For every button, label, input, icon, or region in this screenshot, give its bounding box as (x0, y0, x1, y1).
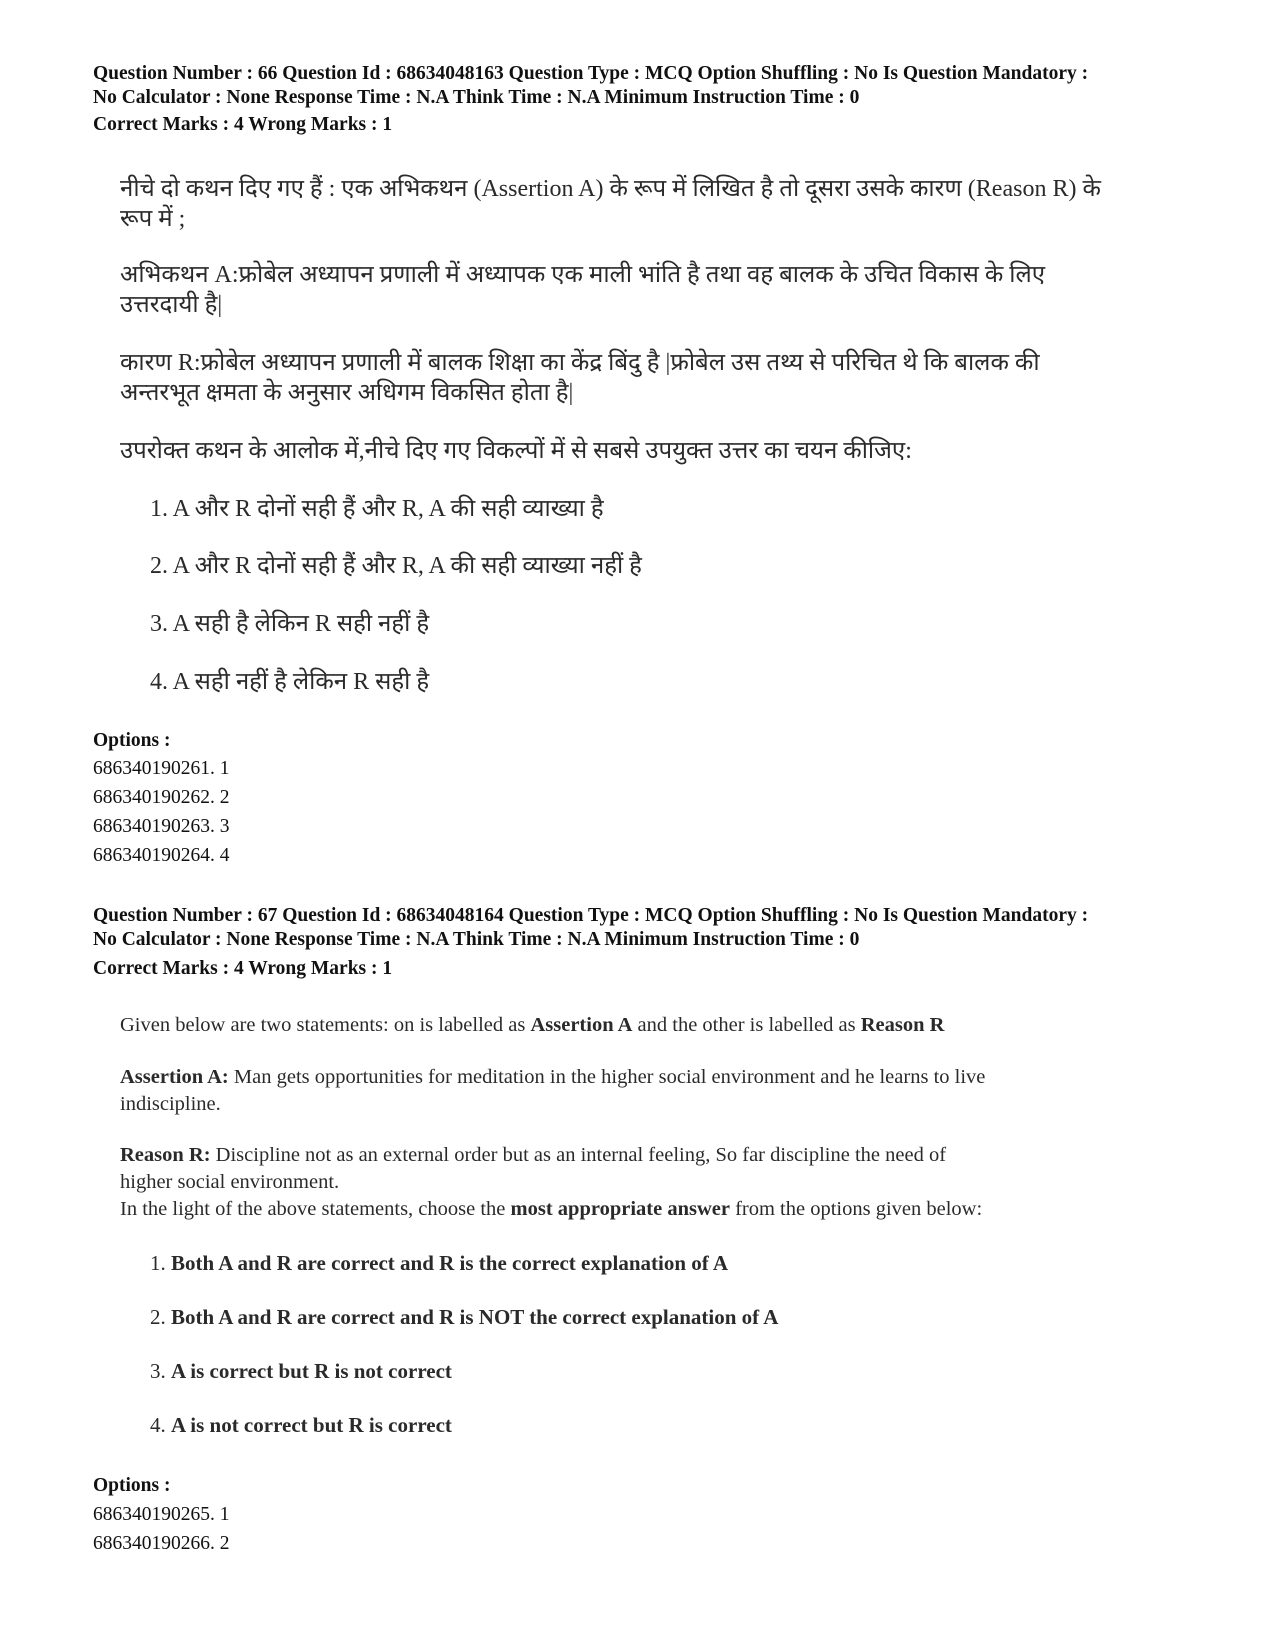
q67-assertion (120, 1064, 1180, 1118)
q67-meta-line-2: No Calculator : None Response Time : N.A Think Time : N.A Minimum Instruction Time : 0 (93, 929, 860, 950)
q67-intro-assertion: Assertion A (530, 1014, 633, 1036)
q67-choice-1-number: 1. (150, 1251, 171, 1275)
q66-option-id-2: 686340190262. 2 (93, 787, 230, 808)
q67-intro-pre: Given below are two statements: on is labelled as (120, 1014, 531, 1036)
q67-instruction-post: from the options given below: (729, 1198, 983, 1220)
q66-intro-line-1: नीचे दो कथन दिए गए हैं : एक अभिकथन (Assertion A) के रूप में लिखित है तो दूसरा उसके कारण (Reason R) के (120, 176, 1101, 202)
q67-choice-1-text: Both A and R are correct and R is the correct explanation of A (171, 1251, 729, 1275)
q67-marks: Correct Marks : 4 Wrong Marks : 1 (93, 958, 393, 979)
q66-option-id-3: 686340190263. 3 (93, 816, 230, 837)
q66-choice-2: 2. A और R दोनों सही हैं और R, A की सही व्याख्या नहीं है (150, 553, 642, 579)
q67-choice-1 (150, 1250, 728, 1277)
q67-intro (120, 1012, 1180, 1039)
q67-assertion-line-1: Man gets opportunities for meditation in the higher social environment and he learns to live (228, 1066, 986, 1088)
q67-choice-2-number: 2. (150, 1305, 171, 1329)
q67-assertion-line-2: indiscipline. (120, 1093, 221, 1115)
q67-reason-label: Reason R: (120, 1144, 211, 1166)
q66-choice-1: 1. A और R दोनों सही हैं और R, A की सही व्याख्या है (150, 496, 604, 522)
q67-choice-4-text: A is not correct but R is correct (171, 1413, 452, 1437)
q67-reason-line-1: Discipline not as an external order but as an internal feeling, So far discipline the need of (210, 1144, 947, 1166)
q66-assertion-line-1: अभिकथन A:फ्रोबेल अध्यापन प्रणाली में अध्यापक एक माली भांति है तथा वह बालक के उचित विकास के लिए (120, 262, 1046, 288)
q67-instruction-pre: In the light of the above statements, choose the (120, 1198, 511, 1220)
q67-choice-2 (150, 1304, 778, 1331)
q66-option-id-4: 686340190264. 4 (93, 845, 230, 866)
q66-reason-line-2: अन्तरभूत क्षमता के अनुसार अधिगम विकसित होता है| (120, 380, 574, 406)
q66-assertion-line-2: उत्तरदायी है| (120, 292, 223, 318)
q66-intro-line-2: रूप में ; (120, 206, 186, 232)
q66-choice-4: 4. A सही नहीं है लेकिन R सही है (150, 669, 430, 695)
q67-meta-line-1: Question Number : 67 Question Id : 68634048164 Question Type : MCQ Option Shuffling : No Is Question Mandatory : (93, 905, 1089, 926)
q66-meta-line-1: Question Number : 66 Question Id : 68634048163 Question Type : MCQ Option Shuffling : No Is Question Mandatory : (93, 63, 1089, 84)
q66-meta-line-2: No Calculator : None Response Time : N.A Think Time : N.A Minimum Instruction Time : 0 (93, 87, 860, 108)
q67-choice-3-text: A is correct but R is not correct (171, 1359, 452, 1383)
q66-choice-3: 3. A सही है लेकिन R सही नहीं है (150, 611, 430, 637)
q66-reason-line-1: कारण R:फ्रोबेल अध्यापन प्रणाली में बालक शिक्षा का केंद्र बिंदु है |फ्रोबेल उस तथ्य से परिचित थे कि बालक की (120, 350, 1040, 376)
q67-choice-4 (150, 1412, 452, 1439)
q67-choice-4-number: 4. (150, 1413, 171, 1437)
q67-instruction-bold: most appropriate answer (510, 1198, 730, 1220)
q67-assertion-label: Assertion A: (120, 1066, 229, 1088)
q67-intro-mid: and the other is labelled as (632, 1014, 861, 1036)
q67-options-label: Options : (93, 1475, 171, 1496)
q66-option-id-1: 686340190261. 1 (93, 758, 230, 779)
q67-choice-3 (150, 1358, 452, 1385)
q66-options-label: Options : (93, 730, 171, 751)
q67-intro-reason: Reason R (860, 1014, 945, 1036)
q67-option-id-1: 686340190265. 1 (93, 1504, 230, 1525)
q67-reason-line-2: higher social environment. (120, 1171, 340, 1193)
q67-choice-2-text: Both A and R are correct and R is NOT the correct explanation of A (171, 1305, 779, 1329)
q67-choice-3-number: 3. (150, 1359, 171, 1383)
q66-marks: Correct Marks : 4 Wrong Marks : 1 (93, 114, 393, 135)
q66-instruction: उपरोक्त कथन के आलोक में,नीचे दिए गए विकल्पों में से सबसे उपयुक्त उत्तर का चयन कीजिए: (120, 438, 912, 464)
q67-option-id-2: 686340190266. 2 (93, 1533, 230, 1554)
q67-reason (120, 1142, 1180, 1223)
